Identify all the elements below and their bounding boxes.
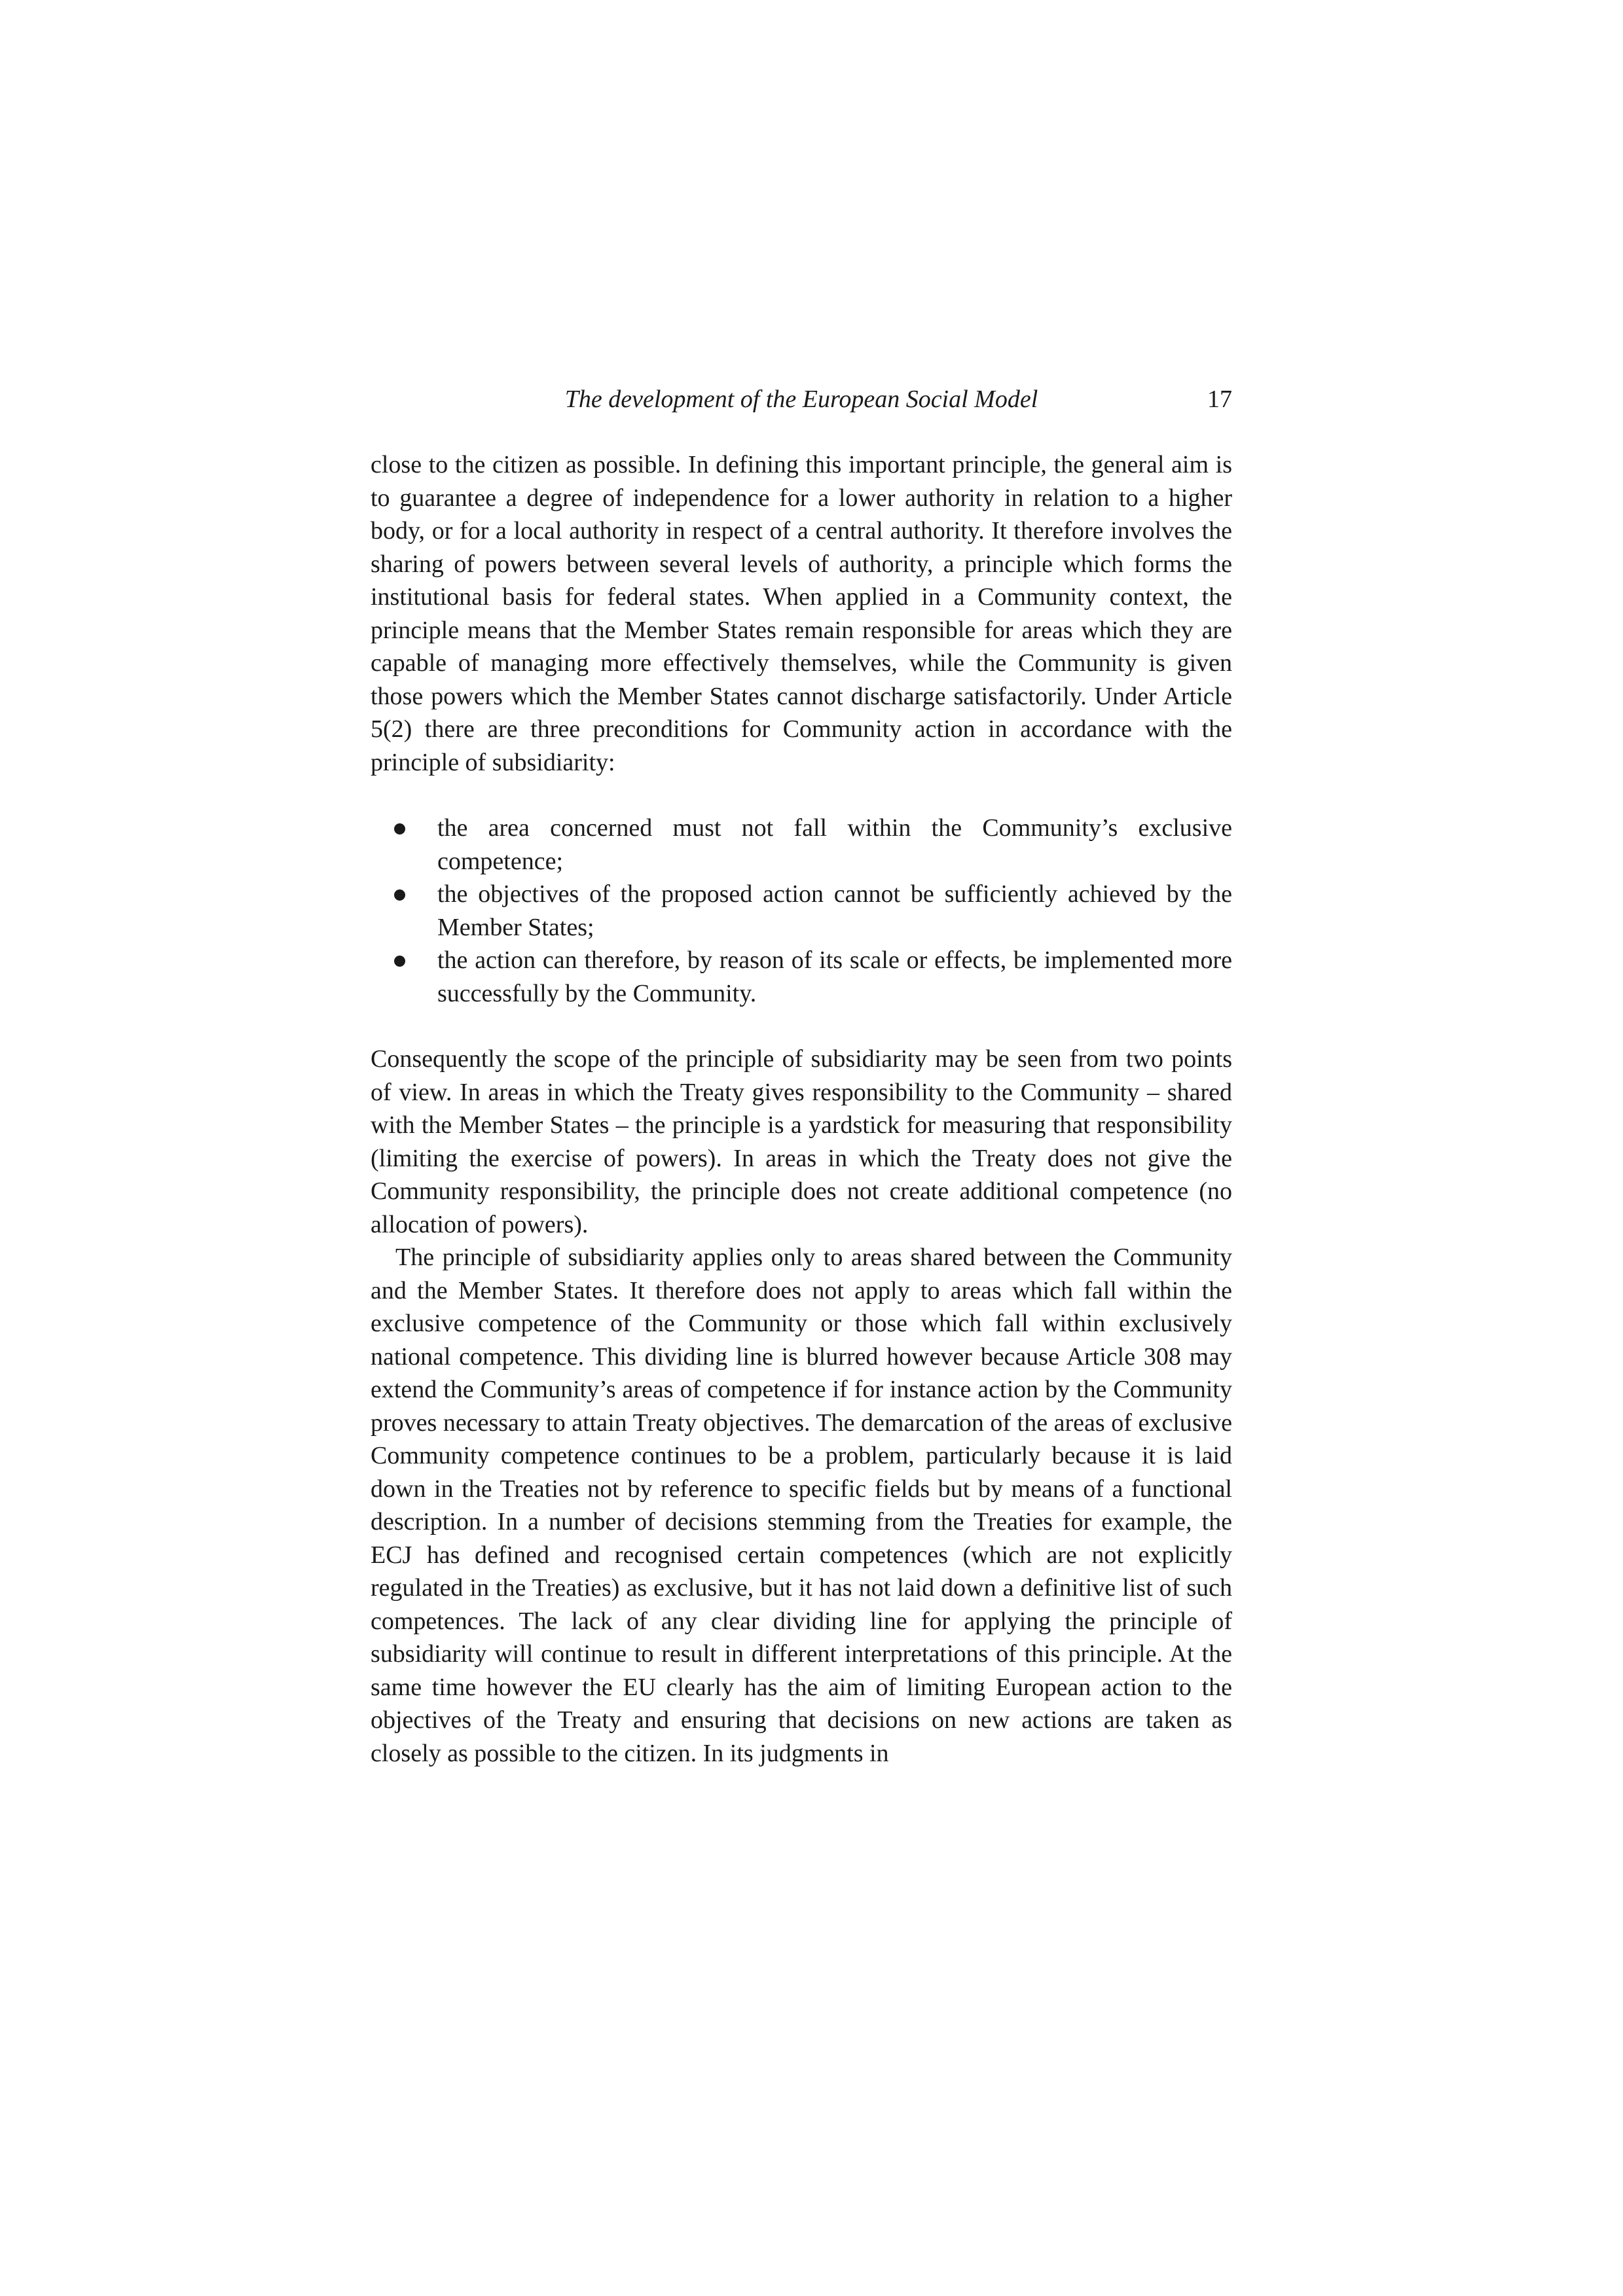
bullet-dot-icon — [394, 889, 405, 901]
running-title: The development of the European Social Model — [564, 386, 1038, 413]
bullet-list — [371, 812, 1232, 1010]
bullet-dot-icon — [394, 823, 405, 834]
text-body — [371, 448, 1232, 1770]
bullet-item — [437, 812, 1232, 878]
paragraph: close to the citizen as possible. In defining this important principle, the general aim is to guarantee a degree of independence for a lower authority in relation to a higher body, or for a local authority in respect of a central authority. It therefore involves the sharing of powers between several levels of authority, a principle which forms the institutional basis for federal states. When applied in a Community context, the principle means that the Member States remain responsible for areas which they are capable of managing more effectively themselves, while the Community is given those powers which the Member States cannot discharge satisfactorily. Under Article 5(2) there are three preconditions for Community action in accordance with the principle of subsidiarity: — [371, 451, 1232, 776]
page-header — [371, 381, 1232, 418]
paragraph: The principle of subsidiarity applies only to areas shared between the Community and the Member States. It therefore does not apply to areas which fall within the exclusive competence of the Community or those which fall within exclusively national competence. This dividing line is blurred however because Article 308 may extend the Community’s areas of competence if for instance action by the Community proves necessary to attain Treaty objectives. The demarcation of the areas of exclusive Community competence continues to be a problem, particularly because it is laid down in the Treaties not by reference to specific fields but by means of a functional description. In a number of decisions stemming from the Treaties for example, the ECJ has defined and recognised certain competences (which are not explicitly regulated in the Treaties) as exclusive, but it has not laid down a definitive list of such competences. The lack of any clear dividing line for applying the principle of subsidiarity will continue to result in different interpretations of this principle. At the same time however the EU clearly has the aim of limiting European action to the objectives of the Treaty and ensuring that decisions on new actions are taken as closely as possible to the citizen. In its judgments in — [371, 1244, 1232, 1767]
bullet-text: the area concerned must not fall within the Community’s exclusive competence; — [437, 814, 1232, 875]
bullet-text: the objectives of the proposed action cannot be sufficiently achieved by the Member States; — [437, 880, 1232, 941]
paragraph: Consequently the scope of the principle of subsidiarity may be seen from two points of view. In areas in which the Treaty gives responsibility to the Community – shared with the Member States – the principle is a yardstick for measuring that responsibility (limiting the exercise of powers). In areas in which the Treaty does not give the Community responsibility, the principle does not create additional competence (no allocation of powers). — [371, 1045, 1232, 1238]
bullet-item — [437, 944, 1232, 1010]
bullet-text: the action can therefore, by reason of its scale or effects, be implemented more successfully by the Community. — [437, 946, 1232, 1007]
bullet-item — [437, 878, 1232, 944]
bullet-dot-icon — [394, 956, 405, 967]
page-number: 17 — [1207, 386, 1232, 413]
